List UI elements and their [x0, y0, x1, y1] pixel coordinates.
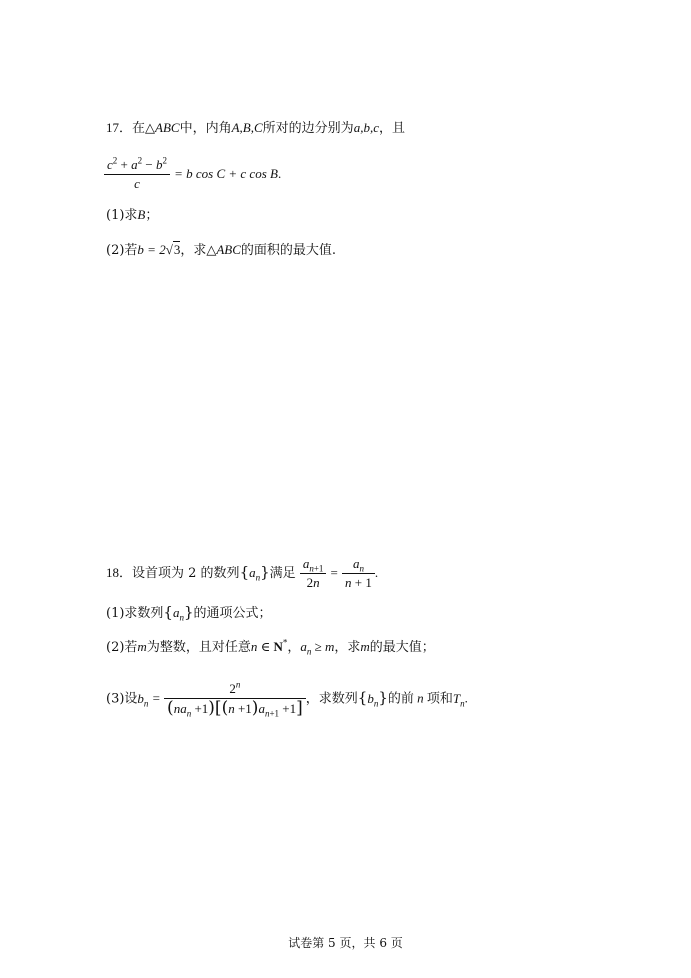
sequence-b: $b_n$ — [367, 690, 379, 709]
sequence-a: $a_n$ — [249, 565, 261, 583]
equals-sign: = — [152, 690, 160, 706]
q17-part1-label: (1)求 — [106, 208, 138, 223]
left-brace-icon: { — [239, 563, 250, 581]
var-m: m — [360, 639, 370, 654]
q17-part2 — [106, 240, 336, 261]
triangle-abc: △ABC — [145, 120, 180, 135]
q17-equation — [104, 156, 281, 193]
q18-part3-fraction — [164, 680, 306, 718]
q17-stem — [106, 118, 405, 139]
q17-text: ，且 — [378, 121, 405, 136]
fraction-numerator: $c^2 + a^2 - b^2$ — [107, 155, 167, 172]
q18-text: 为整数，且对任意 — [146, 640, 251, 655]
q17-text: 在 — [132, 121, 146, 136]
q18-stem — [106, 555, 378, 592]
fraction-numerator: $a_n$ — [352, 556, 364, 574]
q18-part1 — [106, 602, 272, 624]
sqrt-icon: √ — [165, 242, 173, 257]
var-m: m — [137, 639, 147, 654]
q18-number: 18． — [106, 565, 133, 580]
q18-fraction-right — [342, 555, 375, 592]
var-tn: $T_n$ — [452, 690, 465, 709]
q18-text: 设首项为 2 的数列 — [132, 566, 240, 581]
q18-part1-end: 的通项公式； — [193, 606, 272, 621]
q18-part3-end: . — [464, 690, 468, 706]
q18-text: ， — [287, 640, 301, 655]
n-in-naturals: n ∈ N* — [250, 637, 288, 654]
q17-part1-end: ； — [145, 208, 159, 223]
q17-eq-rhs: = b cos C + c cos B — [174, 166, 278, 181]
fraction-denominator: n + 1 — [342, 573, 375, 592]
q17-number: 17． — [106, 120, 133, 135]
q18-part2-label: (2)若 — [106, 640, 138, 655]
q17-part2-cond: b = 2 — [137, 242, 166, 257]
var-n: n — [413, 690, 427, 706]
fraction-numerator: $a_{n+1}$ — [302, 556, 324, 574]
q18-part1-label: (1)求数列 — [106, 606, 164, 621]
q18-part3 — [106, 680, 468, 718]
fraction-numerator: 2$^n$ — [229, 679, 241, 696]
right-brace-icon: } — [260, 563, 270, 581]
sequence-a: $a_n$ — [172, 605, 184, 623]
var-bn: $b_n$ — [137, 690, 149, 709]
q18-part3-label: (3)设 — [106, 691, 138, 707]
angles-abc: A,B,C — [231, 120, 263, 135]
q18-text: ，求 — [334, 640, 361, 655]
right-brace-icon: } — [378, 688, 388, 707]
q17-text: 的面积的最大值. — [240, 243, 337, 258]
fraction-denominator: $(na_n +1)[(n +1)a_{n+1} +1]$ — [164, 698, 306, 718]
inequality: $a_n \ge m$ — [300, 639, 335, 657]
q18-part2 — [106, 637, 435, 658]
fraction-denominator: 2n — [300, 573, 327, 592]
fraction-denominator: c — [104, 174, 170, 193]
page-footer: 试卷第 5 页，共 6 页 — [288, 936, 403, 950]
sqrt-radicand: 3 — [173, 242, 181, 257]
q17-part1-var: B — [137, 207, 146, 222]
triangle-abc: △ABC — [206, 242, 241, 257]
q17-eq-end: . — [277, 166, 282, 181]
q17-text: 所对的边分别为 — [262, 121, 354, 136]
q17-part2-label: (2)若 — [106, 243, 138, 258]
equals-sign: = — [330, 565, 338, 580]
q17-part1 — [106, 205, 158, 226]
q18-text: 满足 — [269, 566, 296, 581]
q18-text: 项和 — [426, 691, 453, 707]
q17-text: ，求 — [180, 243, 207, 258]
q18-text: ，求数列 — [305, 691, 358, 707]
q18-text: 的最大值； — [369, 640, 435, 655]
q18-fraction-left — [300, 555, 327, 592]
sides-abc: a,b,c — [353, 120, 379, 135]
q17-fraction — [104, 156, 170, 193]
right-brace-icon: } — [183, 603, 194, 621]
left-brace-icon: { — [357, 688, 368, 707]
q17-text: 中，内角 — [179, 121, 232, 136]
q18-text: 的前 — [387, 691, 414, 707]
q18-intro-end: . — [374, 565, 379, 580]
left-brace-icon: { — [163, 603, 173, 621]
